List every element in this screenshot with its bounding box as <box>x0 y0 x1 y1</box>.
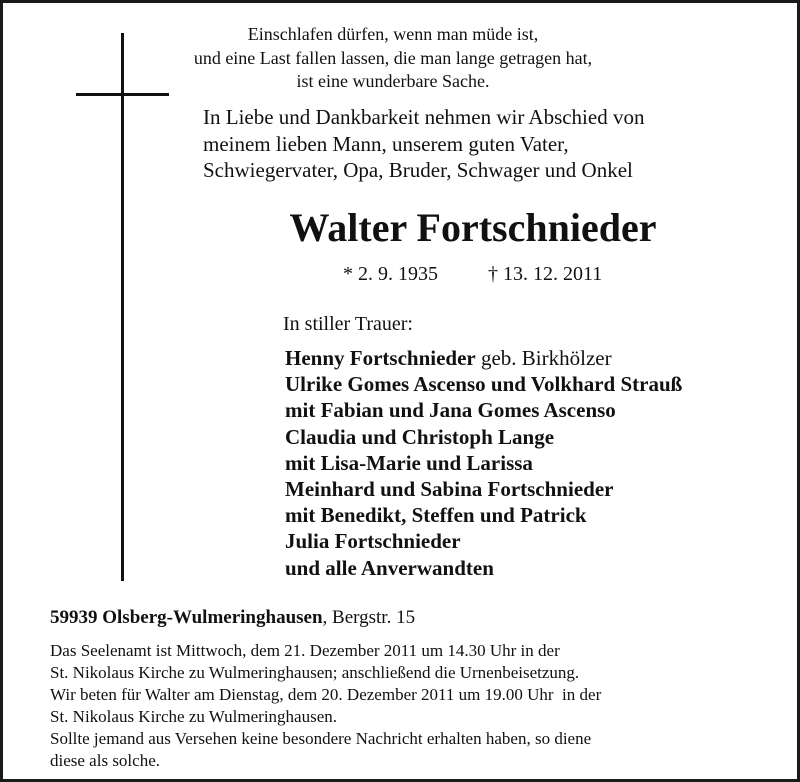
mourner-line: mit Fabian und Jana Gomes Ascenso <box>285 398 616 423</box>
family-address <box>50 606 415 630</box>
motto-line: und eine Last fallen lassen, die man lange getragen hat, <box>193 47 593 68</box>
intro-line: meinem lieben Mann, unserem guten Vater, <box>203 131 569 156</box>
mourner-line: Ulrike Gomes Ascenso und Volkhard Strauß <box>285 372 683 397</box>
info-line: Das Seelenamt ist Mittwoch, dem 21. Dezember 2011 um 14.30 Uhr in der <box>50 641 560 660</box>
mourning-heading: In stiller Trauer: <box>283 313 413 335</box>
mourner-name: Henny Fortschnieder <box>285 346 476 370</box>
mourners-list <box>285 345 785 581</box>
info-line: Wir beten für Walter am Dienstag, dem 20. Dezember 2011 um 19.00 Uhr in der <box>50 685 602 704</box>
mourner-line: Julia Fortschnieder <box>285 529 461 554</box>
deceased-name: Walter Fortschnieder <box>289 205 657 250</box>
cross-icon-bar <box>76 93 169 96</box>
info-line: Sollte jemand aus Versehen keine besondere Nachricht erhalten haben, so diene <box>50 729 592 748</box>
mourner-line: und alle Anverwandten <box>285 555 494 580</box>
mourner-suffix: geb. Birkhölzer <box>475 346 612 370</box>
mourner-line: mit Benedikt, Steffen und Patrick <box>285 503 587 528</box>
info-line: diese als solche. <box>50 751 160 770</box>
death-date: † 13. 12. 2011 <box>488 263 603 285</box>
intro-text <box>203 104 763 184</box>
service-info <box>50 640 770 772</box>
intro-line: In Liebe und Dankbarkeit nehmen wir Abschied von <box>203 105 645 129</box>
mourner-line: Claudia und Christoph Lange <box>285 424 555 449</box>
address-street: , Bergstr. 15 <box>322 607 416 628</box>
info-line: St. Nikolaus Kirche zu Wulmeringhausen; anschließend die Urnenbeisetzung. <box>50 663 580 682</box>
motto-quote <box>163 23 623 94</box>
address-place: 59939 Olsberg-Wulmeringhausen <box>50 607 323 628</box>
mourner-line <box>285 345 785 371</box>
motto-line: ist eine wunderbare Sache. <box>296 71 490 91</box>
birth-date: * 2. 9. 1935 <box>343 263 438 285</box>
motto-line: Einschlafen dürfen, wenn man müde ist, <box>247 24 539 44</box>
info-line: St. Nikolaus Kirche zu Wulmeringhausen. <box>50 707 337 726</box>
life-dates <box>343 261 643 287</box>
mourner-line: mit Lisa-Marie und Larissa <box>285 450 533 475</box>
cross-icon <box>121 33 124 581</box>
mourner-line: Meinhard und Sabina Fortschnieder <box>285 477 614 502</box>
intro-line: Schwiegervater, Opa, Bruder, Schwager und Onkel <box>203 158 633 182</box>
